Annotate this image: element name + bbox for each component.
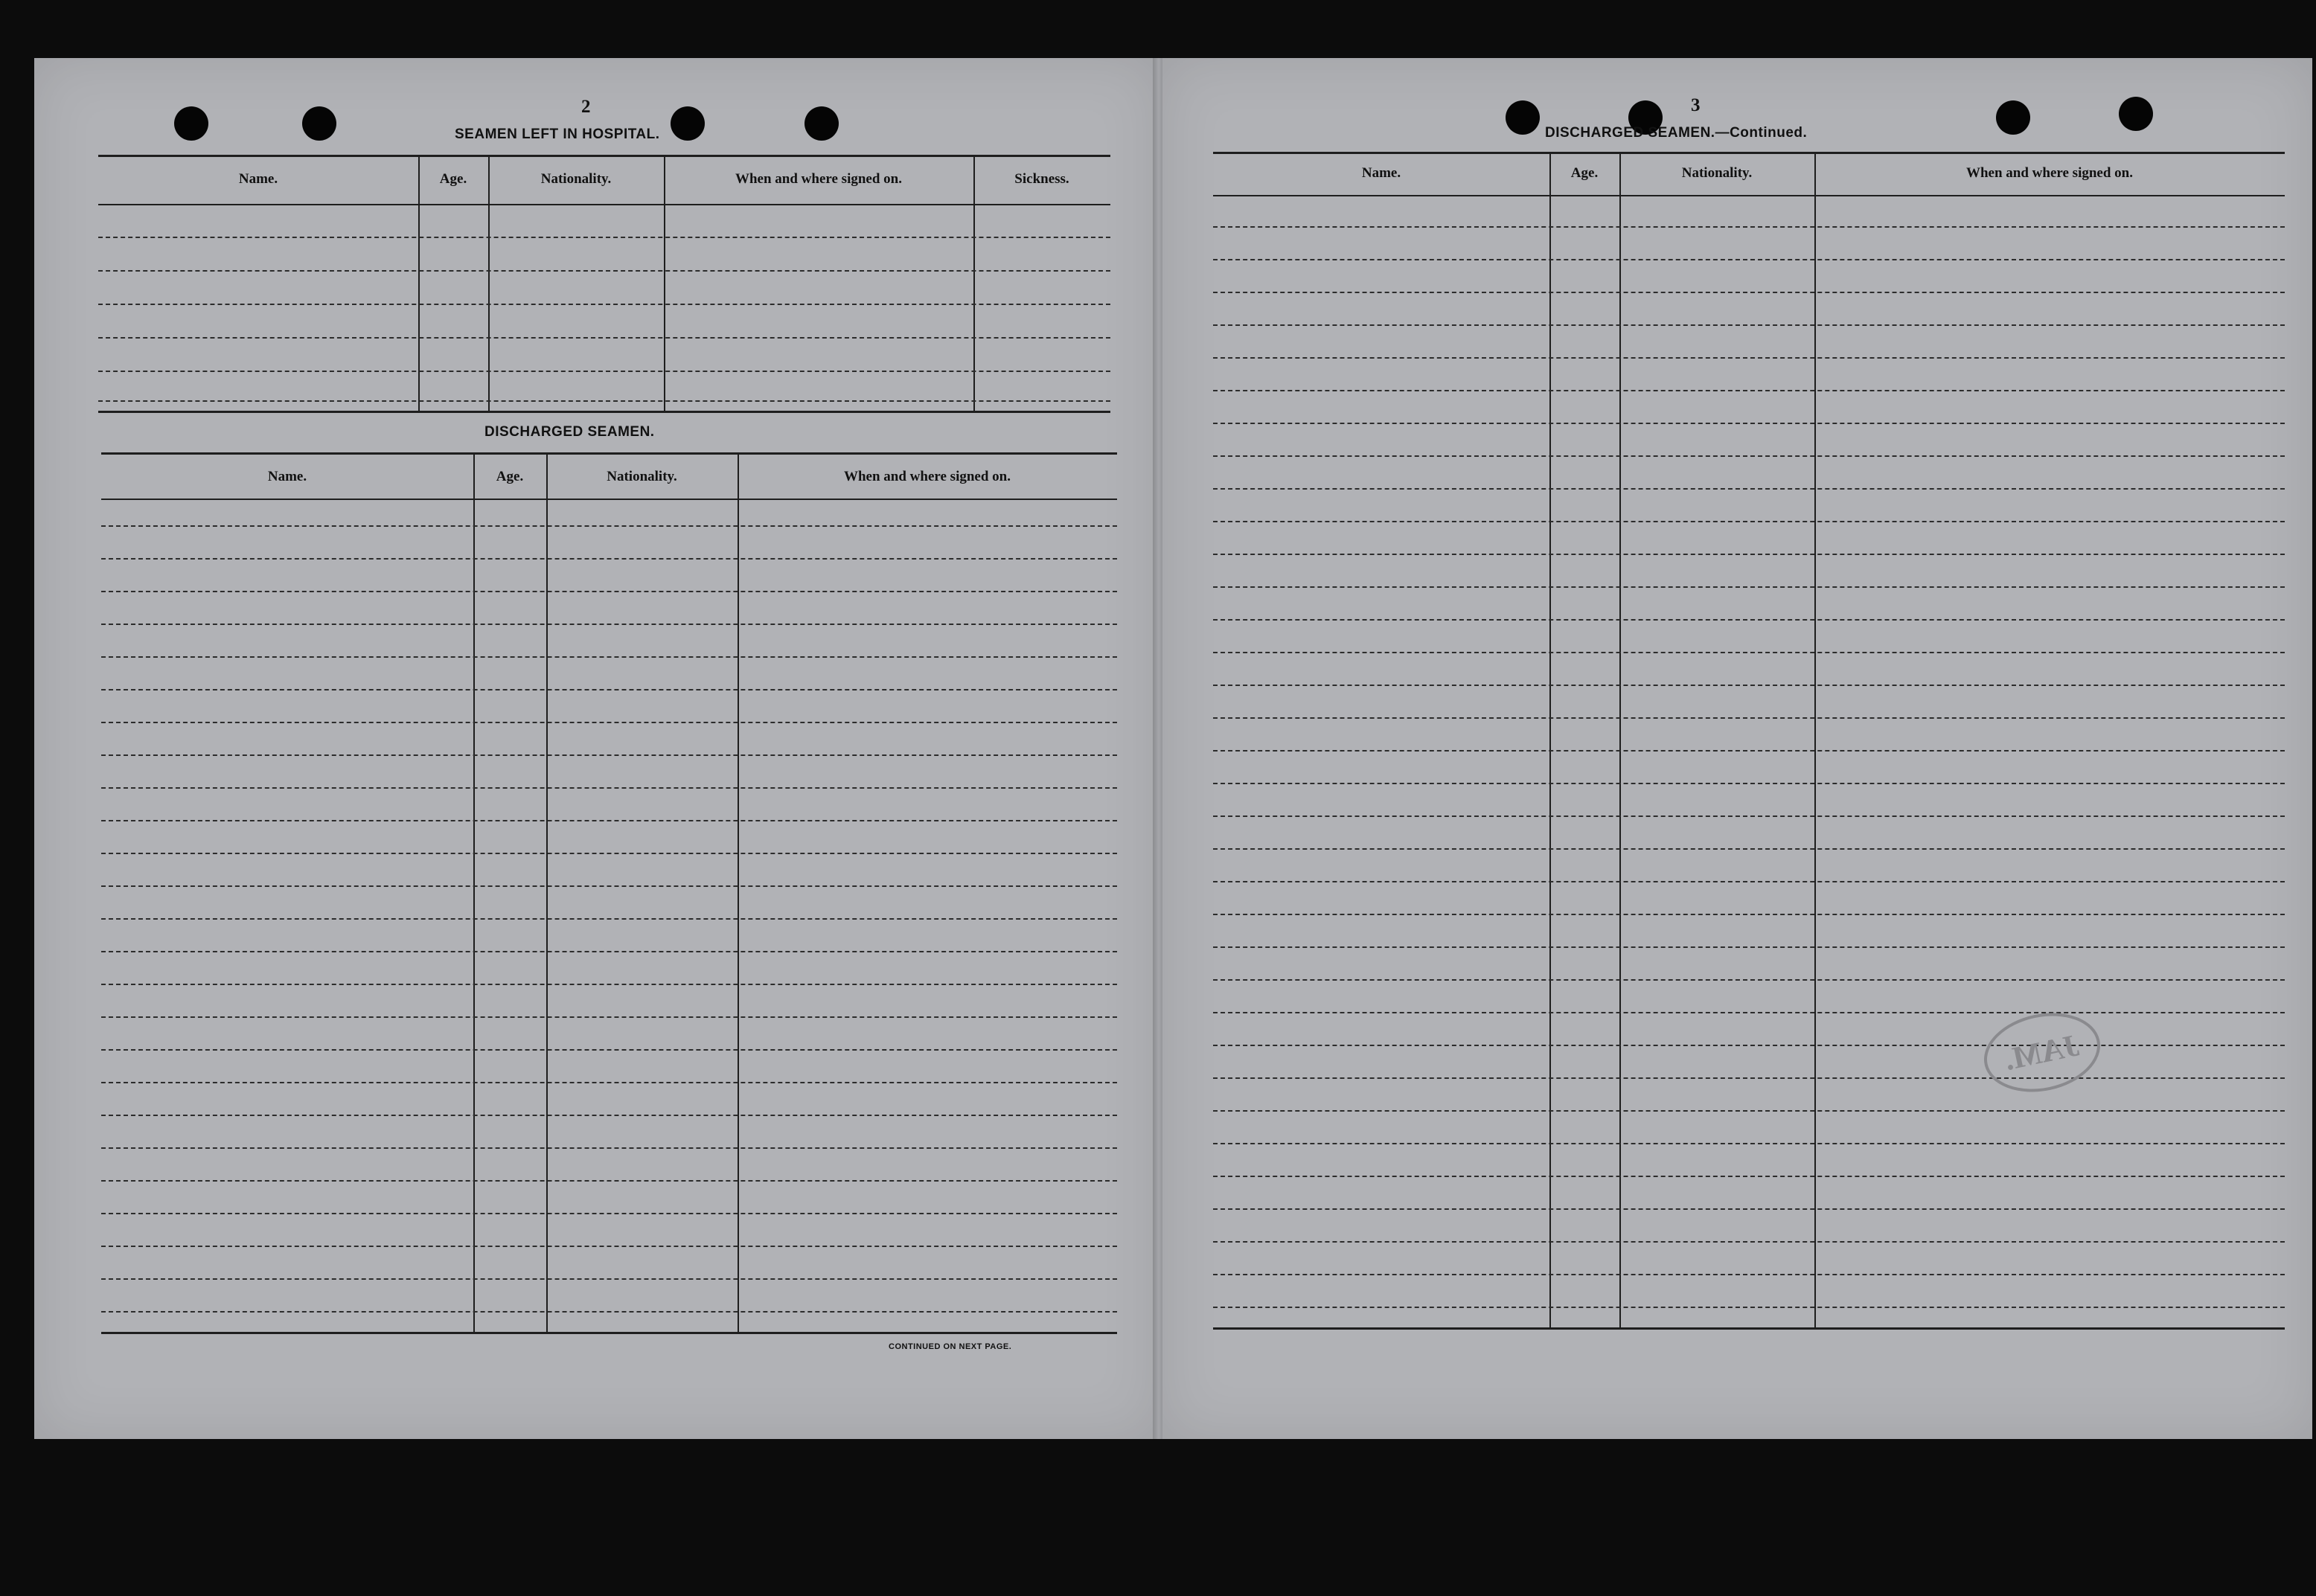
punch-hole-icon <box>302 106 336 141</box>
page-number: 2 <box>581 97 591 117</box>
hospital-section-title: SEAMEN LEFT IN HOSPITAL. <box>455 126 660 142</box>
discharged-continued-title: DISCHARGED SEAMEN.—Continued. <box>1545 125 1808 141</box>
punch-hole-icon <box>1506 100 1540 135</box>
col-header-nationality: Nationality. <box>1681 165 1753 181</box>
col-header-signed-on: When and where signed on. <box>843 469 1011 484</box>
continued-note: CONTINUED ON NEXT PAGE. <box>889 1342 1012 1351</box>
col-header-name: Name. <box>1361 165 1401 181</box>
col-header-age: Age. <box>496 469 524 484</box>
col-header-name: Name. <box>267 469 307 484</box>
col-header-signed-on: When and where signed on. <box>735 171 902 187</box>
stamp-text: JAM. <box>2001 1028 2083 1077</box>
col-header-signed-on: When and where signed on. <box>1965 165 2133 181</box>
punch-hole-icon <box>2119 97 2153 131</box>
right-page <box>1162 58 2312 1439</box>
discharged-continued-table <box>1213 152 2285 1342</box>
page-number: 3 <box>1691 95 1701 115</box>
col-header-name: Name. <box>238 171 278 187</box>
left-page <box>34 58 1158 1439</box>
punch-hole-icon <box>671 106 705 141</box>
punch-hole-icon <box>174 106 208 141</box>
discharged-section-title: DISCHARGED SEAMEN. <box>484 424 655 440</box>
discharged-table <box>101 452 1117 1345</box>
col-header-age: Age. <box>1570 165 1599 181</box>
col-header-sickness: Sickness. <box>1014 171 1069 187</box>
punch-hole-icon <box>1996 100 2030 135</box>
punch-hole-icon <box>804 106 839 141</box>
col-header-age: Age. <box>439 171 467 187</box>
col-header-nationality: Nationality. <box>607 469 677 484</box>
col-header-nationality: Nationality. <box>540 171 612 187</box>
